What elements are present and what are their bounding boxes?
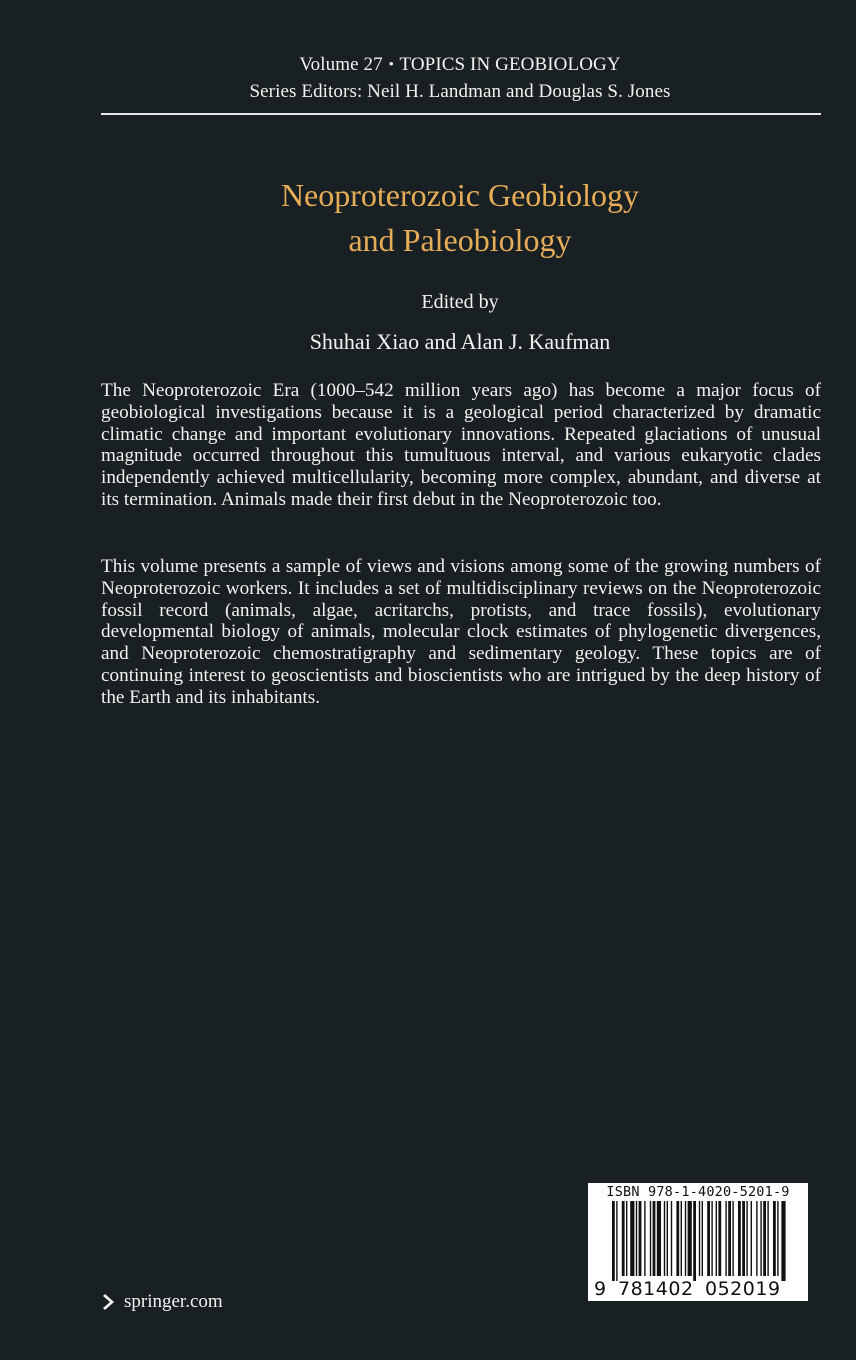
barcode-bar — [657, 1201, 661, 1276]
series-name: TOPICS IN GEOBIOLOGY — [399, 54, 621, 75]
barcode-bar — [742, 1201, 745, 1276]
barcode-bar — [738, 1201, 741, 1276]
description-paragraph-2: This volume presents a sample of views and visions among some of the growing numbers of Neoproterozoic workers. It includes a set of multidisciplinary reviews on the Neoproterozoic fossil record (animals, algae, acritarchs, protists, and trace fossils), evolutionary developmental biology of animals, molecular clock estimates of phylogenetic divergences, and Neoproterozoic chemostratigraphy and sedimentary geology. These topics are of continuing interest to geoscientists and bioscientists who are intrigued by the deep history of the Earth and its inhabitants. — [101, 556, 821, 708]
barcode-bar — [685, 1201, 686, 1276]
barcode-bar — [676, 1201, 679, 1276]
description-paragraph-1: The Neoproterozoic Era (1000–542 million years ago) has become a major focus of geobiological investigations because it is a geological period characterized by dramatic climatic change and important evolutionary innovations. Repeated glaciations of unusual magnitude occurred throughout this tumultuous interval, and various eukaryotic clades independently achieved multicellularity, becoming more complex, abundant, and diverse at its termination. Animals made their first debut in the Neoproterozoic too. — [101, 380, 821, 510]
barcode-bar — [746, 1201, 747, 1276]
barcode-bar — [630, 1201, 634, 1276]
barcode-bar — [777, 1201, 778, 1276]
series-title-line — [0, 52, 856, 79]
ean-left-group: 781402 — [618, 1278, 694, 1300]
barcode-bar — [622, 1201, 625, 1276]
barcode-bar — [693, 1201, 696, 1281]
barcode-bar — [760, 1201, 761, 1276]
barcode-bar — [626, 1201, 627, 1276]
book-editors: Shuhai Xiao and Alan J. Kaufman — [309, 329, 611, 354]
barcode-bar — [636, 1201, 637, 1276]
publisher-link[interactable] — [102, 1290, 223, 1314]
edited-by-label: Edited by — [421, 291, 499, 313]
barcode-bar — [612, 1201, 615, 1281]
series-editors: Series Editors: Neil H. Landman and Douglas S. Jones — [249, 81, 671, 102]
isbn-barcode — [588, 1183, 808, 1301]
barcode-bar — [688, 1201, 692, 1276]
barcode-bar — [664, 1201, 665, 1276]
isbn-label: ISBN 978-1-4020-5201-9 — [606, 1184, 790, 1200]
book-title-line-2: and Paleobiology — [348, 222, 572, 258]
barcode-bar — [671, 1201, 672, 1276]
barcode-bar — [639, 1201, 642, 1276]
barcode-bar — [725, 1201, 726, 1276]
barcode-bar — [781, 1201, 785, 1281]
barcode-bar — [667, 1201, 668, 1276]
ean-right-group: 052019 — [705, 1278, 781, 1300]
barcode-bar — [650, 1201, 651, 1276]
header-divider — [101, 113, 821, 115]
barcode-bar — [702, 1201, 703, 1276]
barcode-bar — [716, 1201, 717, 1276]
barcode-bar — [707, 1201, 710, 1276]
volume-number: Volume 27 — [299, 54, 383, 75]
barcode-bar — [653, 1201, 656, 1276]
barcode-bar — [767, 1201, 768, 1276]
barcode-bar — [751, 1201, 752, 1276]
barcode-bar — [728, 1201, 731, 1276]
barcode-bar — [763, 1201, 766, 1276]
barcode-bar — [732, 1201, 733, 1276]
book-title — [0, 173, 856, 263]
series-header — [0, 52, 856, 105]
barcode-bar — [681, 1201, 682, 1276]
chevron-right-icon — [102, 1292, 118, 1312]
barcode-bar — [644, 1201, 645, 1276]
barcode-bars — [588, 1201, 808, 1281]
ean-first-digit: 9 — [594, 1278, 607, 1300]
barcode-bar — [756, 1201, 757, 1276]
barcode-bar — [616, 1201, 617, 1281]
publisher-website: springer.com — [124, 1291, 223, 1312]
barcode-bar — [699, 1201, 700, 1276]
barcode-bar — [711, 1201, 712, 1276]
barcode-bar — [773, 1201, 776, 1276]
barcode-bar — [718, 1201, 721, 1276]
book-title-line-1: Neoproterozoic Geobiology — [280, 177, 640, 213]
bullet-separator: • — [388, 57, 394, 73]
